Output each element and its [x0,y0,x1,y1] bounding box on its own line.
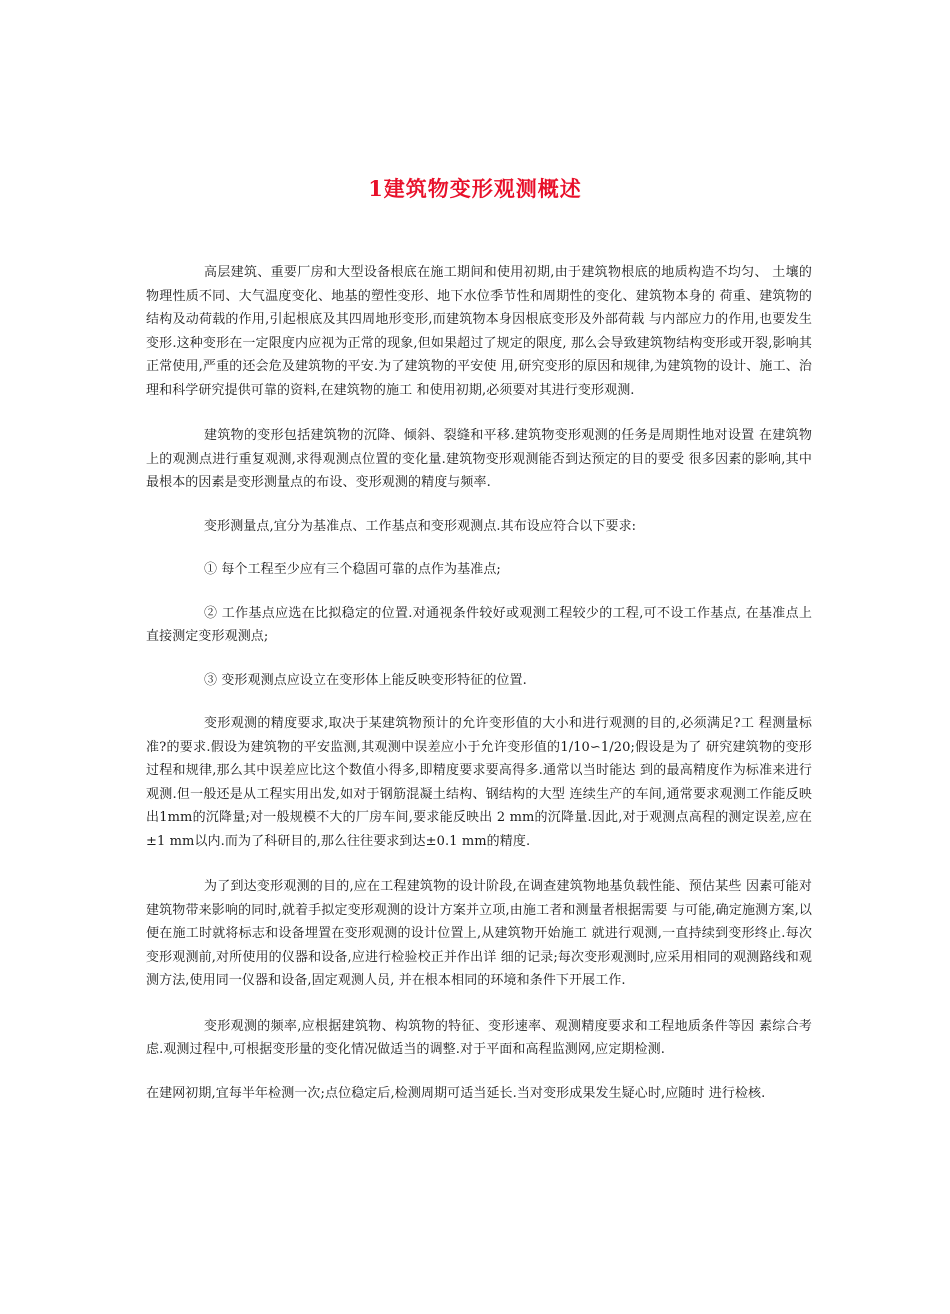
paragraph-measuring-points: 变形测量点,宜分为基准点、工作基点和变形观测点.其布设应符合以下要求: [204,518,637,534]
paragraph-frequency: 变形观测的频率,应根据建筑物、构筑物的特征、变形速率、观测精度要求和工程地质条件等因 素综合考虑.观测过程中,可根据变形量的变化情况做适当的调整.对于平面和高程监测网,应定期检测. [146,1018,812,1057]
paragraph-precision: 变形观测的精度要求,取决于某建筑物预计的允许变形值的大小和进行观测的目的,必须满足?工 程测量标准?的要求.假设为建筑物的平安监测,其观测中误差应小于允许变形值的1/10∽1/20;假设是为了 研究建筑物的变形过程和规律,那么其中误差应比这个数值小得多,即精度要求要高得多.通常以当时能达 到的最高精度作为标准来进行观测.但一般还是从工程实用出发,如对于钢筋混凝土结构、钢结构的大型 连续生产的车间,通常要求观测工作能反映出1mm的沉降量;对一般规模不大的厂房车间,要求能反映出 2 mm的沉降量.因此,对于观测点高程的测定误差,应在±1 mm以内.而为了科研目的,那么往往要求到达±0.1 mm的精度. [146,716,812,849]
document-body [146,261,812,1105]
list-item-requirement-2: ② 工作基点应选在比拟稳定的位置.对通视条件较好或观测工程较少的工程,可不设工作基点, 在基准点上直接测定变形观测点; [146,605,812,644]
document-title: 1建筑物变形观测概述 [368,176,582,201]
paragraph-deformation-types: 建筑物的变形包括建筑物的沉降、倾斜、裂缝和平移.建筑物变形观测的任务是周期性地对设置 在建筑物上的观测点进行重复观测,求得观测点位置的变化量.建筑物变形观测能否到达预定的目的要受 很多因素的影响,其中最根本的因素是变形测量点的布设、变形观测的精度与频率. [146,428,812,490]
list-item-requirement-1: ① 每个工程至少应有三个稳固可靠的点作为基准点; [204,562,501,577]
paragraph-inspection-cycle: 在建网初期,宜每半年检测一次;点位稳定后,检测周期可适当延长.当对变形成果发生疑心时,应随时 进行检核. [146,1085,766,1101]
paragraph-planning: 为了到达变形观测的目的,应在工程建筑物的设计阶段,在调查建筑物地基负载性能、预估某些 因素可能对建筑物带来影响的同时,就着手拟定变形观测的设计方案并立项,由施工者和测量者根据需要 与可能,确定施测方案,以便在施工时就将标志和设备埋置在变形观测的设计位置上,从建筑物开始施工 就进行观测,一直持续到变形终止.每次变形观测前,对所使用的仪器和设备,应进行检验校正并作出详 细的记录;每次变形观测时,应采用相同的观测路线和观测方法,使用同一仪器和设备,固定观测人员, 并在根本相同的环境和条件下开展工作. [146,879,812,988]
list-item-requirement-3: ③ 变形观测点应设立在变形体上能反映变形特征的位置. [204,672,527,688]
paragraph-overview: 高层建筑、重要厂房和大型设备根底在施工期间和使用初期,由于建筑物根底的地质构造不均匀、 土壤的物理性质不同、大气温度变化、地基的塑性变形、地下水位季节性和周期性的变化、建筑物本身的 荷重、建筑物的结构及动荷载的作用,引起根底及其四周地形变形,而建筑物本身因根底变形及外部荷载 与内部应力的作用,也要发生变形.这种变形在一定限度内应视为正常的现象,但如果超过了规定的限度, 那么会导致建筑物结构变形或开裂,影响其正常使用,严重的还会危及建筑物的平安.为了建筑物的平安使 用,研究变形的原因和规律,为建筑物的设计、施工、治理和科学研究提供可靠的资料,在建筑物的施工 和使用初期,必须要对其进行变形观测. [146,265,812,398]
